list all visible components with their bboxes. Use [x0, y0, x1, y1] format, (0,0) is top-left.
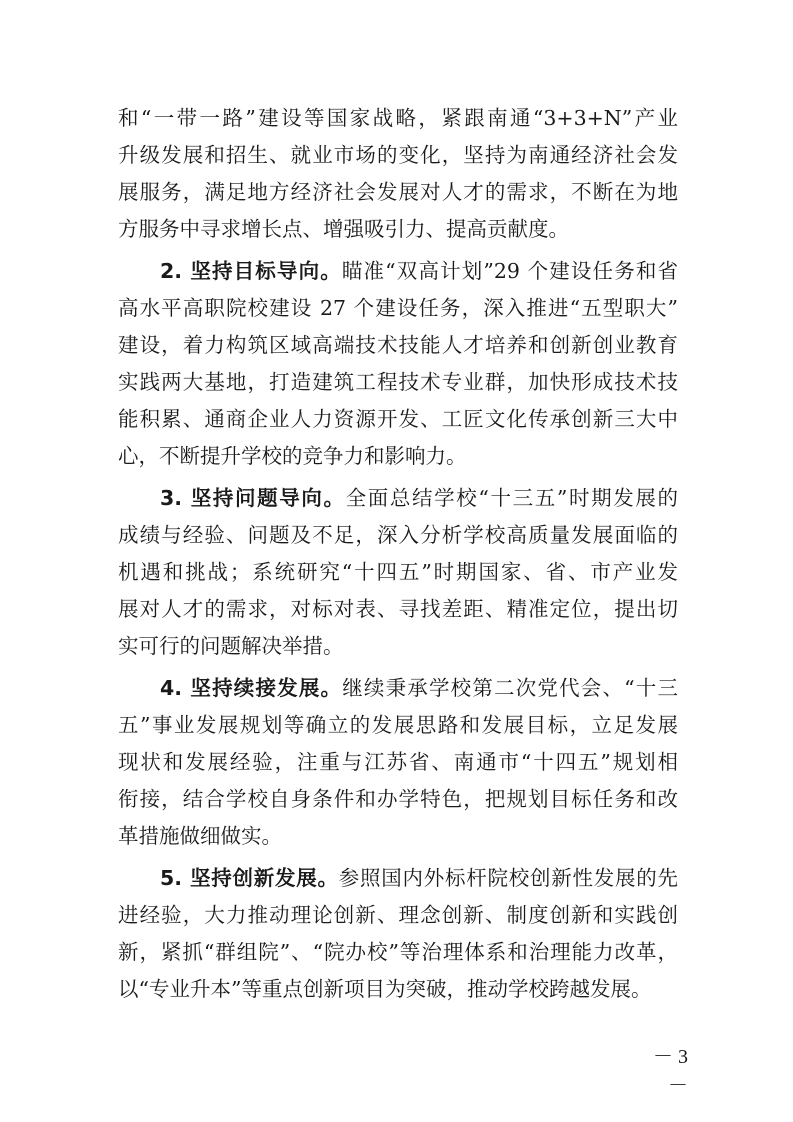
text-line: 和“一带一路”建设等国家战略，紧跟南通“3+3+N”产业	[118, 106, 678, 130]
text-run: 瞄准“双高计划”29 个建设任务和省	[341, 259, 678, 283]
text-line: 五”事业发展规划等确立的发展思路和发展目标，立足发展	[118, 713, 678, 737]
text-line: 新，紧抓“群组院”、“院办校”等治理体系和治理能力改革，	[118, 940, 678, 964]
text-line: 实可行的问题解决举措。	[118, 634, 344, 658]
page-number: － 3 －	[653, 1046, 688, 1097]
text-line	[118, 860, 678, 897]
text-line: 革措施做细做实。	[118, 824, 282, 848]
text-line: 实践两大基地，打造建筑工程技术专业群，加快形成技术技	[118, 370, 678, 394]
paragraph-heading: 3. 坚持问题导向。	[160, 486, 346, 510]
text-run: 继续秉承学校第二次党代会、“十三	[342, 676, 678, 700]
paragraph-4	[118, 670, 678, 855]
text-line	[118, 480, 678, 517]
text-line: 现状和发展经验，注重与江苏省、南通市“十四五”规划相	[118, 750, 678, 774]
paragraph-heading: 4. 坚持续接发展。	[160, 676, 343, 700]
text-line: 能积累、通商企业人力资源开发、工匠文化传承创新三大中	[118, 407, 678, 431]
text-line: 衔接，结合学校自身条件和办学特色，把规划目标任务和改	[118, 787, 678, 811]
text-line: 建设，着力构筑区域高端技术技能人才培养和创新创业教育	[118, 333, 678, 357]
document-body	[118, 100, 678, 1008]
paragraph-heading: 5. 坚持创新发展。	[160, 866, 339, 890]
paragraph-heading: 2. 坚持目标导向。	[160, 259, 342, 283]
text-line: 高水平高职院校建设 27 个建设任务，深入推进“五型职大”	[118, 296, 678, 320]
text-line: 展服务，满足地方经济社会发展对人才的需求，不断在为地	[118, 180, 678, 204]
text-run: 参照国内外标杆院校创新性发展的先	[338, 866, 678, 890]
text-line: 以“专业升本”等重点创新项目为突破，推动学校跨越发展。	[118, 977, 652, 1001]
paragraph-5	[118, 860, 678, 1008]
text-run: 全面总结学校“十三五”时期发展的	[345, 486, 678, 510]
text-line	[118, 253, 678, 290]
text-line: 展对人才的需求，对标对表、寻找差距、精准定位，提出切	[118, 597, 678, 621]
text-line: 升级发展和招生、就业市场的变化，坚持为南通经济社会发	[118, 143, 678, 167]
text-line: 进经验，大力推动理论创新、理念创新、制度创新和实践创	[118, 903, 678, 927]
text-line: 机遇和挑战；系统研究“十四五”时期国家、省、市产业发	[118, 560, 678, 584]
paragraph-3	[118, 480, 678, 665]
text-line: 心，不断提升学校的竞争力和影响力。	[118, 444, 467, 468]
text-line: 成绩与经验、问题及不足，深入分析学校高质量发展面临的	[118, 523, 678, 547]
text-line: 方服务中寻求增长点、增强吸引力、提高贡献度。	[118, 217, 569, 241]
text-line	[118, 670, 678, 707]
paragraph-2	[118, 253, 678, 475]
paragraph-1	[118, 100, 678, 248]
